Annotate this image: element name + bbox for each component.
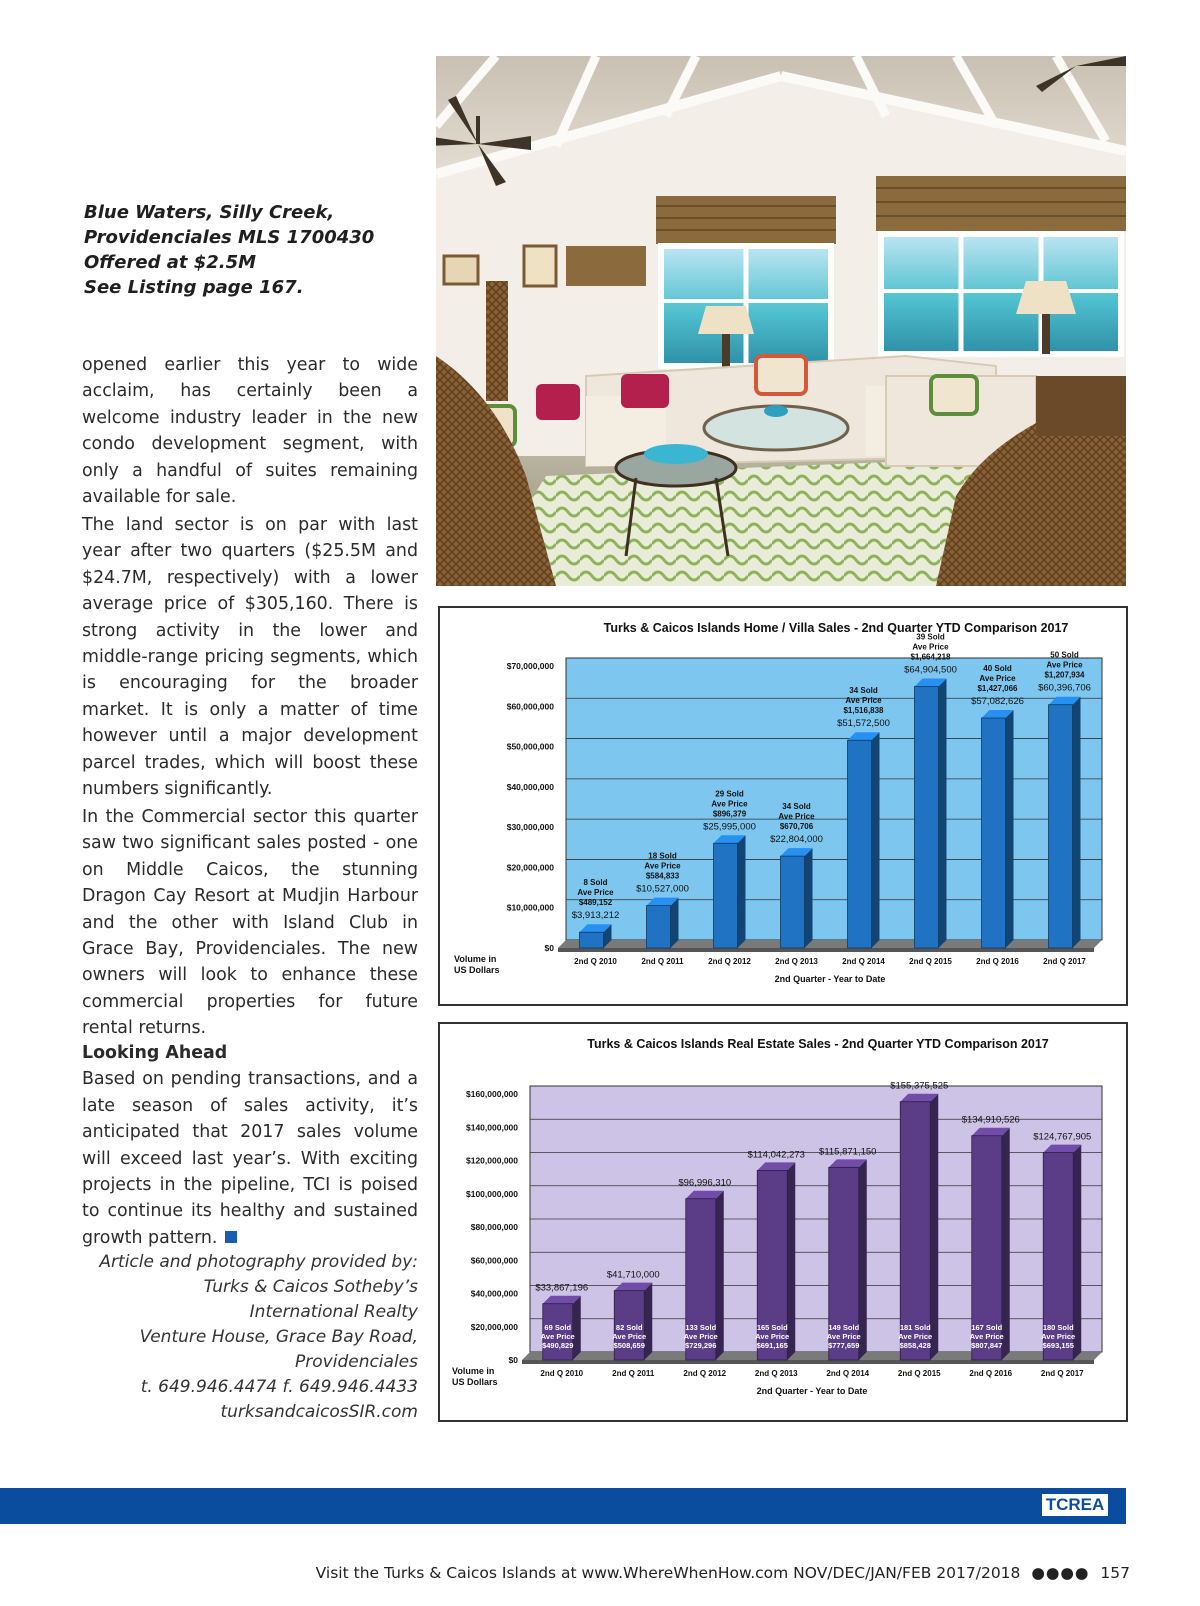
x-tick-label: 2nd Q 2010 <box>574 957 617 966</box>
data-label: $155,375,525 <box>890 1080 949 1092</box>
bar-annotation: $1,207,934 <box>1044 670 1085 680</box>
home-villa-sales-svg <box>440 608 1126 1004</box>
y-axis-label: US Dollars <box>454 965 500 975</box>
credit-line: Providenciales <box>295 1352 418 1372</box>
bar-annotation: 181 Sold <box>899 1323 931 1332</box>
bar-annotation: 39 Sold <box>916 632 945 642</box>
y-tick-label: $0 <box>508 1355 518 1365</box>
bar-annotation: Ave Price <box>912 642 949 652</box>
plot-floor <box>522 1352 1102 1360</box>
x-tick-label: 2nd Q 2017 <box>1043 957 1086 966</box>
y-tick-label: $20,000,000 <box>470 1321 518 1332</box>
bar-side <box>872 732 880 948</box>
caption-line: Offered at $2.5M <box>84 252 257 273</box>
y-tick-label: $40,000,000 <box>470 1288 518 1299</box>
bar-side <box>1073 697 1081 948</box>
bar <box>781 856 805 948</box>
article-credits <box>82 1250 418 1425</box>
bar-annotation: Ave Price <box>755 1332 790 1341</box>
bar-side <box>805 848 813 948</box>
bar-annotation: 34 Sold <box>849 686 878 696</box>
bar-side <box>738 835 746 948</box>
caption-line: See Listing page 167. <box>84 277 304 298</box>
y-tick-label: $80,000,000 <box>470 1222 518 1232</box>
caption-line: Providenciales MLS 1700430 <box>84 227 375 248</box>
bar-annotation: $670,706 <box>779 822 814 832</box>
bar-annotation: Ave Price <box>1041 1332 1076 1341</box>
bar-annotation: 133 Sold <box>685 1323 717 1332</box>
end-mark-icon <box>225 1231 237 1243</box>
bar <box>647 906 671 948</box>
data-label: $124,767,905 <box>1033 1131 1092 1143</box>
bar <box>714 843 738 948</box>
caption-line: Blue Waters, Silly Creek, <box>84 202 335 223</box>
data-label: $41,710,000 <box>606 1269 660 1281</box>
bar-annotation: 167 Sold <box>971 1323 1003 1332</box>
bar-annotation: $858,428 <box>899 1341 931 1350</box>
bar-annotation: $777,659 <box>828 1341 860 1350</box>
looking-ahead-section <box>82 1040 418 1251</box>
photo-caption <box>84 200 414 300</box>
credit-line: Venture House, Grace Bay Road, <box>139 1327 418 1347</box>
credit-line: turksandcaicosSIR.com <box>220 1402 418 1422</box>
y-axis-label: Volume in <box>452 1366 495 1376</box>
article-paragraph <box>82 804 418 1042</box>
bar-annotation: 40 Sold <box>983 664 1012 674</box>
x-tick-label: 2nd Q 2011 <box>612 1369 655 1378</box>
x-axis-label: 2nd Quarter - Year to Date <box>774 974 886 984</box>
bar-annotation: 18 Sold <box>648 851 677 861</box>
bar-annotation: 69 Sold <box>544 1323 572 1332</box>
bar-annotation: $896,379 <box>712 809 747 819</box>
x-tick-label: 2nd Q 2015 <box>909 957 952 966</box>
footer-color-bar <box>0 1488 1126 1524</box>
x-tick-label: 2nd Q 2015 <box>897 1369 941 1378</box>
bar-annotation: Ave Price <box>979 674 1016 684</box>
data-label: $96,996,310 <box>678 1177 732 1189</box>
article-paragraph <box>82 352 418 510</box>
y-tick-label: $0 <box>544 943 554 953</box>
y-tick-label: $60,000,000 <box>470 1255 518 1266</box>
bar-annotation: Ave Price <box>683 1332 718 1341</box>
y-tick-label: $140,000,000 <box>466 1122 518 1133</box>
chart-title: Turks & Caicos Islands Home / Villa Sales - 2nd Quarter YTD Comparison 2017 <box>603 621 1069 635</box>
page-footer <box>316 1564 1130 1582</box>
data-label: $3,913,212 <box>571 910 620 922</box>
x-tick-label: 2nd Q 2017 <box>1040 1369 1084 1378</box>
tcrea-logo: TCREA <box>1042 1494 1108 1516</box>
x-tick-label: 2nd Q 2016 <box>976 957 1019 966</box>
y-axis-label: Volume in <box>454 954 497 964</box>
home-villa-sales-chart <box>438 606 1128 1006</box>
y-tick-label: $60,000,000 <box>506 701 554 712</box>
footer-dots: ●●●● <box>1031 1564 1090 1582</box>
bar-annotation: 165 Sold <box>756 1323 788 1332</box>
data-label: $22,804,000 <box>770 834 823 846</box>
bar <box>915 687 939 948</box>
x-tick-label: 2nd Q 2016 <box>969 1369 1013 1378</box>
bar-annotation: Ave Price <box>898 1332 933 1341</box>
paragraph-body: Based on pending transactions, and a late season of sales activity, it’s anticipated that 2017 sales volume will exceed last year’s. With exciting projects in the pipeline, TCI is poised to continue its healthy and sustained growth pattern. <box>82 1069 418 1248</box>
bar-annotation: Ave Price <box>711 799 748 809</box>
plot-floor <box>558 940 1102 948</box>
bar-annotation: Ave Price <box>540 1332 575 1341</box>
bar-annotation: $490,829 <box>542 1341 574 1350</box>
data-label: $60,396,706 <box>1038 682 1091 694</box>
bar-annotation: $489,152 <box>578 898 613 908</box>
bar-annotation: Ave Price <box>845 696 882 706</box>
living-room-illustration <box>436 56 1126 586</box>
credit-line: t. 649.946.4474 f. 649.946.4433 <box>140 1377 418 1397</box>
y-tick-label: $20,000,000 <box>506 862 554 873</box>
bar <box>1049 705 1073 948</box>
x-tick-label: 2nd Q 2012 <box>683 1369 727 1378</box>
y-tick-label: $100,000,000 <box>466 1188 518 1199</box>
bar-annotation: $1,516,838 <box>843 706 884 716</box>
bar-side <box>930 1094 938 1360</box>
bar-annotation: 8 Sold <box>583 878 608 888</box>
bar-annotation: $691,165 <box>756 1341 788 1350</box>
bar-annotation: 34 Sold <box>782 802 811 812</box>
bar-annotation: 82 Sold <box>615 1323 643 1332</box>
y-axis-label: US Dollars <box>452 1377 498 1387</box>
footer-text: Visit the Turks & Caicos Islands at www.WhereWhenHow.com NOV/DEC/JAN/FEB 2017/2018 <box>315 1564 1021 1582</box>
bar-annotation: 180 Sold <box>1042 1323 1074 1332</box>
data-label: $64,904,500 <box>904 664 957 676</box>
x-tick-label: 2nd Q 2011 <box>641 957 684 966</box>
y-tick-label: $120,000,000 <box>466 1155 518 1166</box>
page-number: 157 <box>1100 1564 1130 1582</box>
bar-annotation: 50 Sold <box>1050 650 1079 660</box>
section-heading: Looking Ahead <box>82 1043 228 1063</box>
y-tick-label: $40,000,000 <box>506 781 554 792</box>
plot-floor-edge <box>522 1360 1094 1364</box>
bar-annotation: Ave Price <box>612 1332 647 1341</box>
bar-annotation: Ave Price <box>778 812 815 822</box>
plot-floor-edge <box>558 948 1094 952</box>
bar <box>898 1102 933 1360</box>
data-label: $57,082,626 <box>971 696 1024 708</box>
data-label: $114,042,273 <box>747 1149 805 1161</box>
data-label: $134,910,526 <box>961 1114 1020 1126</box>
bar-annotation: Ave Price <box>577 888 614 898</box>
credit-line: International Realty <box>249 1302 418 1322</box>
credit-line: Article and photography provided by: <box>99 1252 418 1272</box>
x-tick-label: 2nd Q 2013 <box>754 1369 798 1378</box>
living-room-photo <box>436 56 1126 586</box>
bar-side <box>859 1159 867 1360</box>
bar-annotation: Ave Price <box>1046 660 1083 670</box>
bar-side <box>1002 1128 1010 1360</box>
bar-annotation: $693,155 <box>1042 1341 1074 1350</box>
bar-side <box>1073 1145 1081 1360</box>
paragraph-text: In the Commercial sector this quarter saw two significant sales posted - one on Middle Caicos, the stunning Dragon Cay Resort at Mudjin Harbour and the other with Island Club in Grace Bay, Providenciales. The new owners will look to enhance these commercial properties for future rental returns. <box>82 807 418 1039</box>
bar-side <box>573 1296 581 1360</box>
chart-title: Turks & Caicos Islands Real Estate Sales - 2nd Quarter YTD Comparison 2017 <box>587 1037 1049 1051</box>
bar-annotation: $584,833 <box>645 871 680 881</box>
bar-side <box>939 679 947 948</box>
bar <box>848 740 872 948</box>
x-tick-label: 2nd Q 2010 <box>540 1369 584 1378</box>
y-tick-label: $70,000,000 <box>506 661 554 671</box>
bar-annotation: Ave Price <box>644 861 681 871</box>
article-paragraph <box>82 512 418 802</box>
bar-side <box>787 1162 795 1360</box>
bar-annotation: 29 Sold <box>715 789 744 799</box>
x-tick-label: 2nd Q 2013 <box>775 957 818 966</box>
bar-annotation: $729,296 <box>685 1341 717 1350</box>
bar-side <box>644 1283 652 1360</box>
bar <box>580 932 604 948</box>
bar <box>982 718 1006 948</box>
real-estate-sales-svg <box>440 1024 1126 1420</box>
data-label: $33,867,196 <box>535 1282 589 1294</box>
bar-annotation: Ave Price <box>826 1332 861 1341</box>
bar-side <box>1006 710 1014 948</box>
x-tick-label: 2nd Q 2014 <box>842 957 885 966</box>
bar-annotation: 149 Sold <box>828 1323 860 1332</box>
data-label: $10,527,000 <box>636 883 689 895</box>
x-axis-label: 2nd Quarter - Year to Date <box>756 1386 868 1396</box>
credit-line: Turks & Caicos Sotheby’s <box>203 1277 418 1297</box>
y-tick-label: $10,000,000 <box>506 902 554 913</box>
bar-side <box>671 898 679 948</box>
y-tick-label: $50,000,000 <box>506 741 554 752</box>
paragraph-text <box>82 1066 418 1251</box>
data-label: $115,871,150 <box>819 1146 877 1158</box>
real-estate-sales-chart <box>438 1022 1128 1422</box>
x-tick-label: 2nd Q 2012 <box>708 957 751 966</box>
bar-annotation: $508,659 <box>613 1341 645 1350</box>
y-tick-label: $30,000,000 <box>506 822 554 833</box>
bar-annotation: $1,664,218 <box>910 652 951 662</box>
data-label: $51,572,500 <box>837 718 890 730</box>
bar-annotation: $807,847 <box>971 1341 1003 1350</box>
data-label: $25,995,000 <box>703 821 756 833</box>
paragraph-text: opened earlier this year to wide acclaim, has certainly been a welcome industry leader in the new condo development segment, with only a handful of suites remaining available for sale. <box>82 355 418 508</box>
bar-annotation: Ave Price <box>969 1332 1004 1341</box>
y-tick-label: $160,000,000 <box>466 1089 518 1099</box>
bar-annotation: $1,427,066 <box>977 684 1018 694</box>
paragraph-text: The land sector is on par with last year after two quarters ($25.5M and $24.7M, respectively) with a lower average price of $305,160. There is strong activity in the lower and middle-range pricing segments, which is encouraging for the broader market. It is only a matter of time however until a major development parcel trades, which will boost these numbers significantly. <box>82 515 418 800</box>
x-tick-label: 2nd Q 2014 <box>826 1369 870 1378</box>
